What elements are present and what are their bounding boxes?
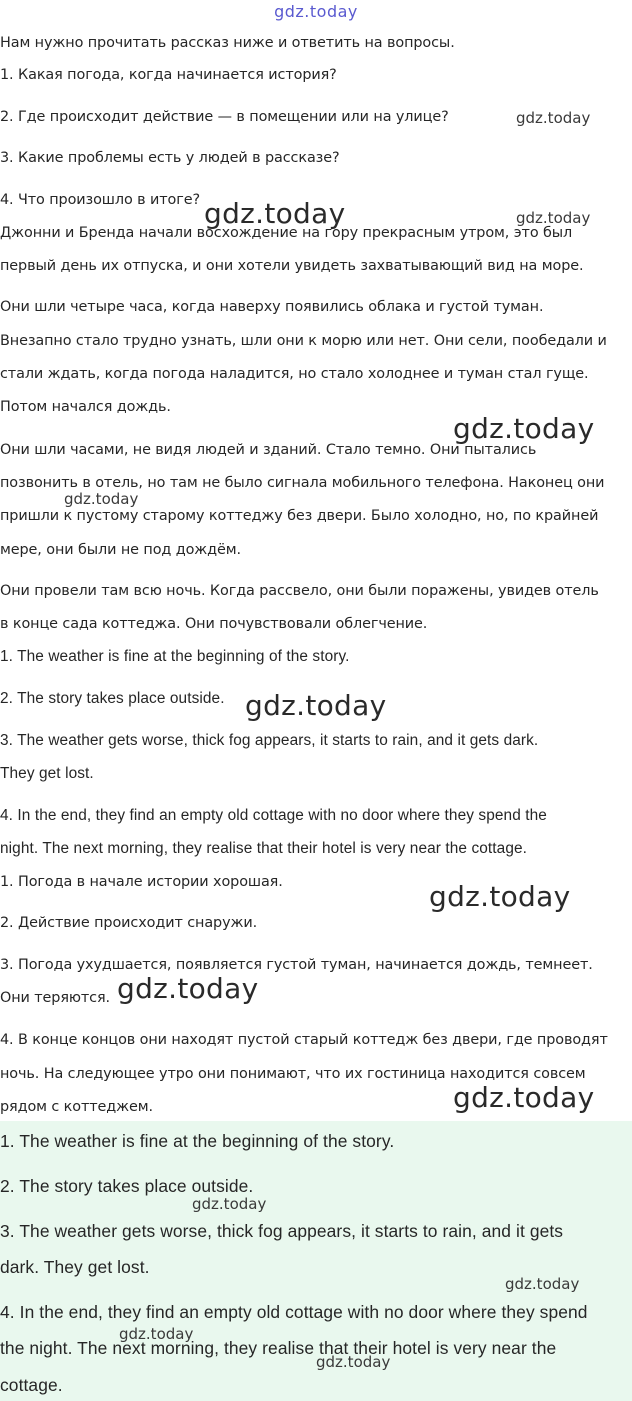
answer-ru-line: 1. Погода в начале истории хорошая.	[0, 874, 283, 890]
story-line: Они шли четыре часа, когда наверху появились облака и густой туман.	[0, 299, 544, 315]
story-line: в конце сада коттеджа. Они почувствовали облегчение.	[0, 616, 428, 632]
watermark: gdz.today	[505, 1275, 580, 1293]
watermark: gdz.today	[453, 1081, 595, 1114]
story-line: мере, они были не под дождём.	[0, 542, 241, 558]
watermark: gdz.today	[429, 880, 571, 913]
watermark: gdz.today	[117, 972, 259, 1005]
story-line: пришли к пустому старому коттеджу без двери. Было холодно, но, по крайней	[0, 508, 599, 524]
questions-intro: Нам нужно прочитать рассказ ниже и ответить на вопросы.	[0, 35, 455, 51]
answer-ru-line: 2. Действие происходит снаружи.	[0, 915, 258, 931]
question-1: 1. Какая погода, когда начинается история?	[0, 67, 337, 83]
answer-ru-line: Они теряются.	[0, 990, 111, 1006]
watermark: gdz.today	[453, 412, 595, 445]
watermark: gdz.today	[64, 490, 139, 508]
watermark: gdz.today	[316, 1353, 391, 1371]
story-line: Внезапно стало трудно узнать, шли они к морю или нет. Они сели, пообедали и	[0, 333, 607, 349]
watermark: gdz.today	[516, 109, 591, 127]
story-line: Они шли часами, не видя людей и зданий. Стало темно. Они пытались	[0, 442, 537, 458]
final-answer-line: 1. The weather is fine at the beginning of the story.	[0, 1131, 395, 1151]
story-line: первый день их отпуска, и они хотели увидеть захватывающий вид на море.	[0, 258, 584, 274]
answer-en-line: They get lost.	[0, 765, 94, 782]
answer-en-line: 1. The weather is fine at the beginning of the story.	[0, 648, 350, 665]
final-answer-line: 4. In the end, they find an empty old cottage with no door where they spend	[0, 1302, 588, 1322]
story-line: позвонить в отель, но там не было сигнала мобильного телефона. Наконец они	[0, 475, 605, 491]
answer-ru-line: ночь. На следующее утро они понимают, что их гостиница находится совсем	[0, 1066, 586, 1082]
watermark: gdz.today	[192, 1195, 267, 1213]
final-answer-line: cottage.	[0, 1375, 63, 1395]
question-4: 4. Что произошло в итоге?	[0, 192, 200, 208]
watermark: gdz.today	[119, 1325, 194, 1343]
story-line: Джонни и Бренда начали восхождение на гору прекрасным утром, это был	[0, 225, 573, 241]
watermark: gdz.today	[204, 197, 346, 230]
story-line: Они провели там всю ночь. Когда рассвело, они были поражены, увидев отель	[0, 583, 599, 599]
watermark: gdz.today	[516, 209, 591, 227]
final-answer-line: dark. They get lost.	[0, 1257, 150, 1277]
answer-en-line: night. The next morning, they realise that their hotel is very near the cottage.	[0, 840, 528, 857]
watermark-top: gdz.today	[274, 2, 358, 21]
final-answer-line: 3. The weather gets worse, thick fog appears, it starts to rain, and it gets	[0, 1221, 564, 1241]
answer-en-line: 3. The weather gets worse, thick fog appears, it starts to rain, and it gets dark.	[0, 732, 539, 749]
answer-ru-line: 3. Погода ухудшается, появляется густой туман, начинается дождь, темнеет.	[0, 957, 593, 973]
final-answer-line: 2. The story takes place outside.	[0, 1176, 254, 1196]
final-answer-line: the night. The next morning, they realise that their hotel is very near the	[0, 1338, 557, 1358]
answer-en-line: 2. The story takes place outside.	[0, 690, 225, 707]
watermark: gdz.today	[245, 689, 387, 722]
story-line: Потом начался дождь.	[0, 399, 171, 415]
story-line: стали ждать, когда погода наладится, но стало холоднее и туман стал гуще.	[0, 366, 589, 382]
answer-en-line: 4. In the end, they find an empty old cottage with no door where they spend the	[0, 807, 547, 824]
answer-ru-line: рядом с коттеджем.	[0, 1099, 153, 1115]
question-2: 2. Где происходит действие — в помещении или на улице?	[0, 109, 449, 125]
answer-ru-line: 4. В конце концов они находят пустой старый коттедж без двери, где проводят	[0, 1032, 608, 1048]
question-3: 3. Какие проблемы есть у людей в рассказе?	[0, 150, 340, 166]
